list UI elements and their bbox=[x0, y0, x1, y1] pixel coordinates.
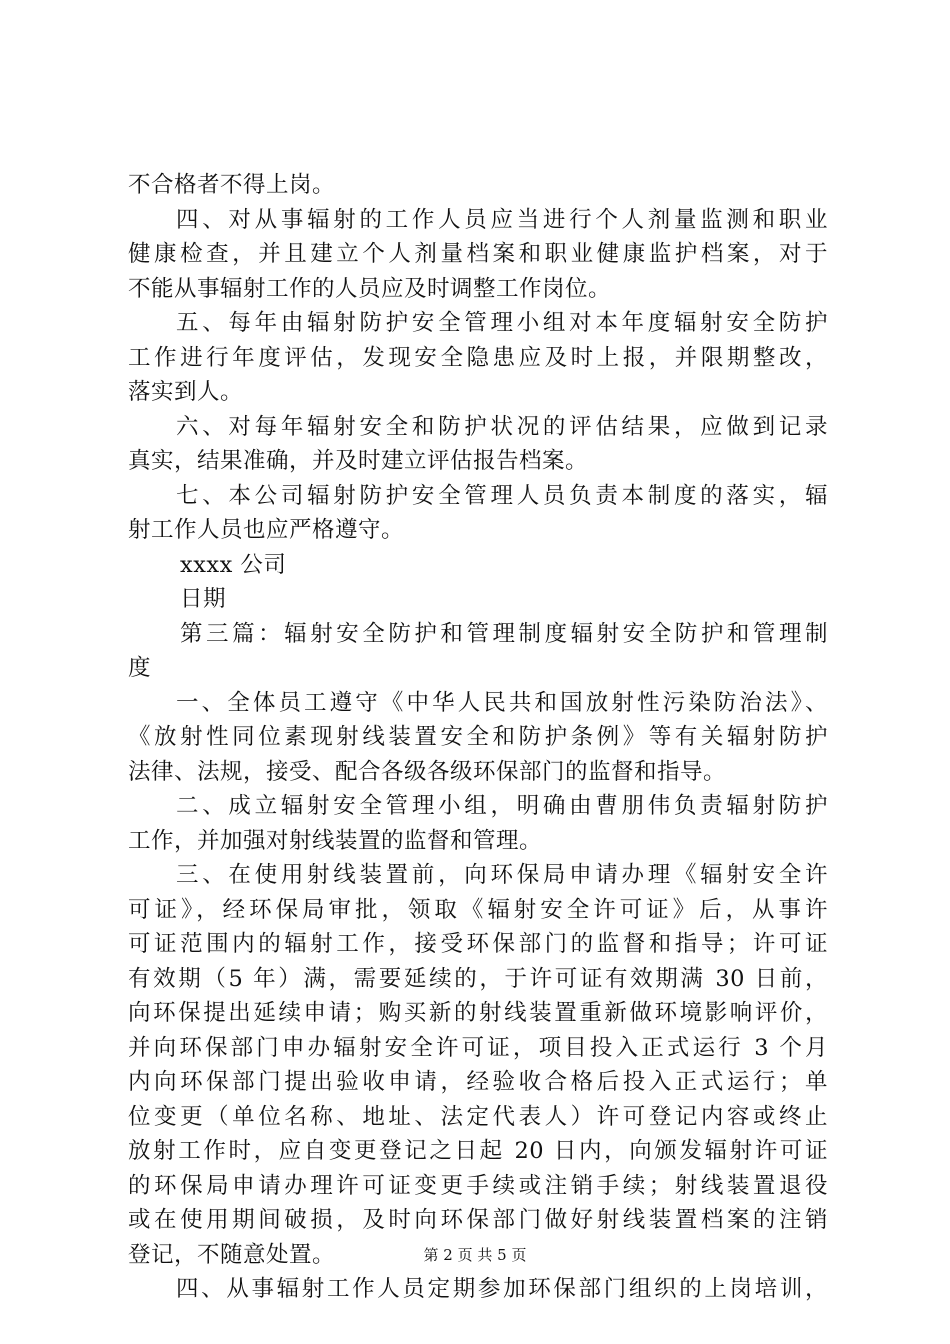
text-line: 落实到人。 bbox=[128, 379, 244, 405]
text-line: 工作，并加强对射线装置的监督和管理。 bbox=[128, 827, 543, 854]
text-line: 四、对从事辐射的工作人员应当进行个人剂量监测和职业 bbox=[176, 206, 828, 233]
text-line: 一、全体员工遵守《中华人民共和国放射性污染防治法》、 bbox=[176, 689, 828, 716]
text-line: 的环保局申请办理许可证变更手续或注销手续；射线装置退役 bbox=[128, 1172, 828, 1199]
text-line: 三、在使用射线装置前，向环保局申请办理《辐射安全许 bbox=[176, 862, 828, 888]
text-line: 向环保提出延续申请；购买新的射线装置重新做环境影响评价， bbox=[128, 1000, 828, 1026]
text-line: 二、成立辐射安全管理小组，明确由曹朋伟负责辐射防护 bbox=[176, 793, 828, 819]
text-line: 可证》，经环保局审批，领取《辐射安全许可证》后，从事许 bbox=[128, 896, 828, 923]
text-line: 不能从事辐射工作的人员应及时调整工作岗位。 bbox=[128, 275, 612, 302]
text-line: 登记，不随意处置。 bbox=[128, 1241, 336, 1268]
text-line: 位变更（单位名称、地址、法定代表人）许可登记内容或终止 bbox=[128, 1103, 828, 1130]
text-line: 六、对每年辐射安全和防护状况的评估结果，应做到记录 bbox=[176, 413, 828, 440]
text-line: 或在使用期间破损，及时向环保部门做好射线装置档案的注销 bbox=[128, 1207, 828, 1233]
text-line: 射工作人员也应严格遵守。 bbox=[128, 517, 405, 543]
text-line: 工作进行年度评估，发现安全隐患应及时上报，并限期整改， bbox=[128, 344, 828, 371]
text-line: 有效期（5 年）满，需要延续的，于许可证有效期满 30 日前， bbox=[128, 965, 828, 992]
text-line: 并向环保部门申办辐射安全许可证，项目投入正式运行 3 个月 bbox=[128, 1034, 828, 1061]
text-line: 《放射性同位素现射线装置安全和防护条例》等有关辐射防护 bbox=[128, 724, 828, 750]
page-footer: 第 2 页 共 5 页 bbox=[423, 1246, 527, 1264]
text-line: 放射工作时，应自变更登记之日起 20 日内，向颁发辐射许可证 bbox=[128, 1138, 828, 1164]
text-line: 四、从事辐射工作人员定期参加环保部门组织的上岗培训， bbox=[176, 1276, 828, 1302]
text-line: 日期 bbox=[180, 586, 227, 612]
text-line: 法律、法规，接受、配合各级各级环保部门的监督和指导。 bbox=[128, 758, 727, 785]
text-line: xxxx 公司 bbox=[180, 551, 287, 578]
text-line: 不合格者不得上岗。 bbox=[128, 172, 336, 198]
document-body bbox=[128, 168, 828, 1307]
text-line: 五、每年由辐射防护安全管理小组对本年度辐射安全防护 bbox=[176, 310, 828, 336]
text-line: 第三篇：辐射安全防护和管理制度辐射安全防护和管理制 bbox=[180, 620, 828, 647]
text-line: 度 bbox=[128, 655, 152, 681]
text-line: 七、本公司辐射防护安全管理人员负责本制度的落实，辐 bbox=[176, 482, 828, 509]
text-line: 真实，结果准确，并及时建立评估报告档案。 bbox=[128, 448, 589, 474]
text-line: 内向环保部门提出验收申请，经验收合格后投入正式运行；单 bbox=[128, 1069, 828, 1095]
text-line: 可证范围内的辐射工作，接受环保部门的监督和指导；许可证 bbox=[128, 931, 828, 957]
text-line: 健康检查，并且建立个人剂量档案和职业健康监护档案，对于 bbox=[128, 241, 828, 267]
